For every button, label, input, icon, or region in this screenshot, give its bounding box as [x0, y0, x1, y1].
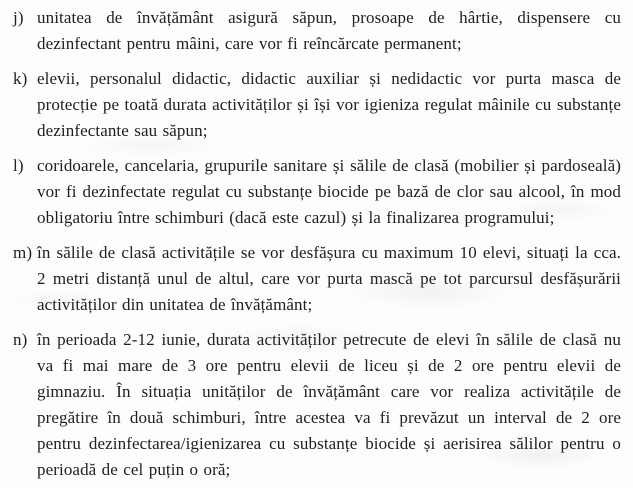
list-item-text: în perioada 2-12 iunie, durata activităților petrecute de elevi în sălile de clasă nu va fi mai mare de 3 ore pentru elevii de liceu și de 2 ore pentru elevii de gimnaziu. În situația unităților de învățământ care vor realiza activitățile de pregătire în două schimburi, între acestea va fi prevăzut un interval de 2 ore pentru dezinfectarea/igienizarea cu substanțe biocide și aerisirea sălilor pentru o perioadă de cel puțin o oră;: [37, 330, 621, 479]
list-item: [13, 153, 621, 231]
list-item: [13, 327, 621, 483]
list-item-marker: j): [13, 8, 24, 27]
list-item-marker: m): [13, 243, 33, 262]
list-item-text: coridoarele, cancelaria, grupurile sanitare și sălile de clasă (mobilier și pardoseală) vor fi dezinfectate regulat cu substanțe biocide pe bază de clor sau alcool, în mod obligatoriu între schimburi (dacă este cazul) și la finalizarea programului;: [37, 156, 621, 227]
list-item: [13, 66, 621, 144]
list-item: [13, 240, 621, 318]
list-item-marker: n): [13, 330, 28, 349]
list-item: [13, 5, 621, 57]
list-item-marker: k): [13, 69, 28, 88]
list-item-marker: l): [13, 156, 24, 175]
list-item-text: elevii, personalul didactic, didactic auxiliar și nedidactic vor purta masca de protecție pe toată durata activităților și își vor igieniza regulat mâinile cu substanțe dezinfectante sau săpun;: [37, 69, 621, 140]
list-item-text: unitatea de învățământ asigură săpun, prosoape de hârtie, dispensere cu dezinfectant pentru mâini, care vor fi reîncărcate permanent;: [37, 8, 621, 53]
ordered-list: [13, 5, 621, 483]
list-item-text: în sălile de clasă activitățile se vor desfășura cu maximum 10 elevi, situați la cca. 2 metri distanță unul de altul, care vor purta mască pe tot parcursul desfășurării activităților din unitatea de învățământ;: [37, 243, 621, 314]
